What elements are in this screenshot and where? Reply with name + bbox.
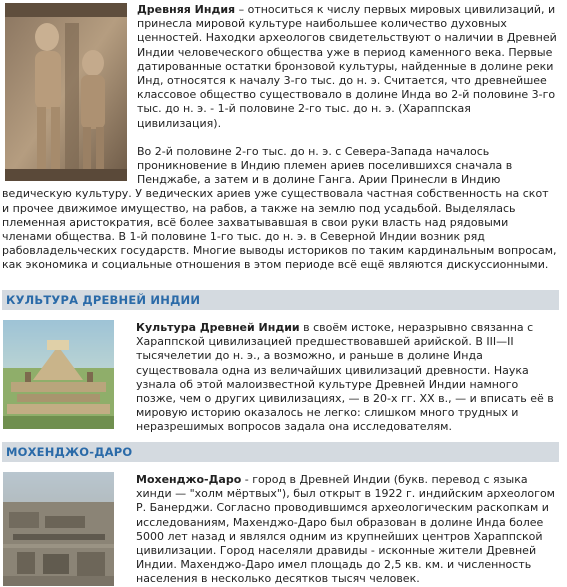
sculpture-image [5, 3, 127, 181]
article-paragraph-2: Во 2-й половине 2-го тыс. до н. э. с Севера-Запада началось проникновение в Индию племен ариев поселившихся сначала в Пенджабе, а затем и в долине Ганга. Арии Принесли в Индию ведическую культуру. У ведических ариев уже существовала частная собственность на скот и прочее движимое имущество, на рабов, а также на землю под усадьбой. Выделялась племенная аристократия, всё более захватывавшая в свои руки власть над рядовыми членами общества. В 1-й половине 1-го тыс. до н. э. в Северной Индии возник ряд рабовладельческих государств. Многие выводы историков по таким кардинальным вопросам, как экономика и социальные отношения в этом периоде всё ещё являются дискуссионными. [2, 144, 557, 272]
section-header-mohenjo-daro: МОХЕНДЖО-ДАРО [2, 442, 559, 462]
mohenjo-daro-title: Мохенджо-Даро [136, 473, 242, 486]
city-illustration-image [3, 320, 114, 429]
mohenjo-daro-article [136, 473, 558, 587]
mohenjo-daro-text: - город в Древней Индии (букв. перевод с языка хинди — "холм мёртвых"), был открыт в 1922 г. индийским археологом Р. Банерджи. Согласно проводившимся археологическим раскопкам и исследованиям, Махенджо-Даро был образован в долине Инда более 5000 лет назад и являлся одним из крупнейших центров Хараппской цивилизации. Город населяли дравиды - исконные жители Древней Индии. Махенджо-Даро имел площадь до 2,5 кв. км. и численность населения в несколько десятков тысяч человек. [136, 473, 555, 586]
culture-title: Культура Древней Индии [136, 321, 300, 334]
article-intro [2, 3, 558, 273]
section-header-culture: КУЛЬТУРА ДРЕВНЕЙ ИНДИИ [2, 290, 559, 310]
article-title: Древняя Индия [137, 3, 236, 16]
article-paragraph-1: – относиться к числу первых мировых цивилизаций, и принесла мировой культуре наибольшее количество духовных ценностей. Находки археологов свидетельствуют о наличии в Древней Индии человеческого общества уже в период каменного века. Первые датированные остатки бронзовой культуры, найденные в долине реки Инд, относятся к началу 3-го тыс. до н. э. Считается, что древнейшее классовое общество существовало в долине Инда во 2-й половине 3-го тыс. до н. э. - 1-й половине 2-го тыс. до н. э. (Хараппская цивилизация). [137, 3, 557, 130]
culture-text: в своём истоке, неразрывно связанна с Хараппской цивилизацией предшествовавшей арийской. В III—II тысячелетии до н. э., а возможно, и раньше в долине Инда существовала одна из величайших цивилизаций древности. Наука узнала об этой малоизвестной культуре Древней Индии намного позже, чем о других цивилизациях, — в 20-х гг. XX в., — и вписать её в мировую историю оказалось не легко: слишком много трудных и неразрешимых вопросов задала она исследователям. [136, 321, 554, 434]
ruins-photo-image [3, 472, 114, 586]
culture-article [136, 321, 558, 435]
